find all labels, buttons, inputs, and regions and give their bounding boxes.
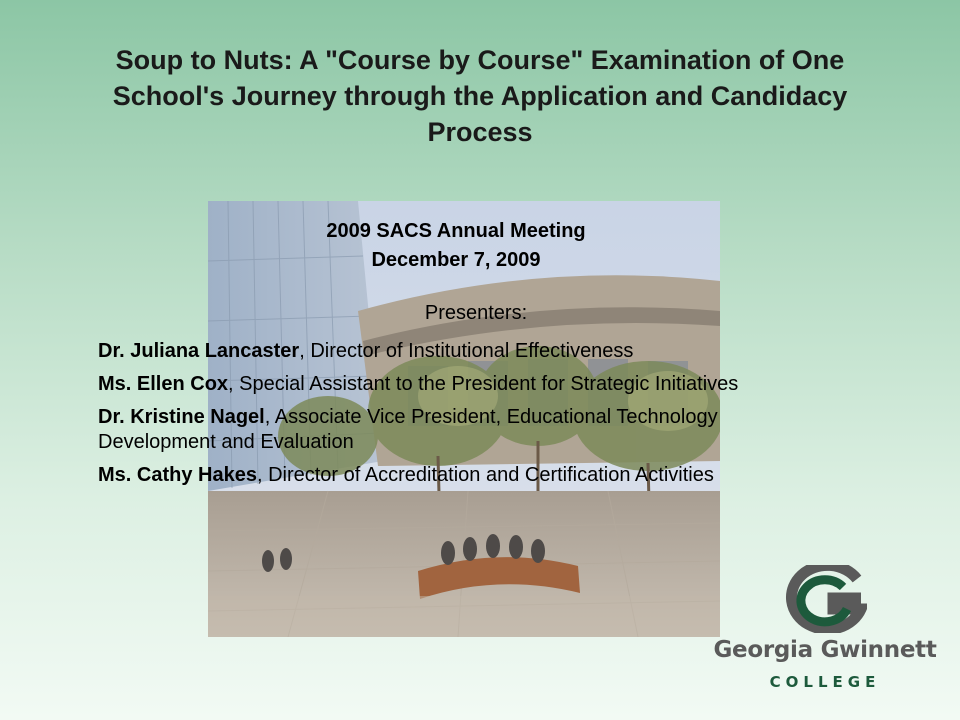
presenter-item [98, 339, 838, 364]
presenter-role: , Director of Accreditation and Certification Activities [256, 464, 714, 486]
gg-monogram-icon [781, 565, 867, 633]
presenters-heading: Presenters: [424, 302, 528, 324]
logo-sub: COLLEGE [769, 673, 881, 691]
slide-title: Soup to Nuts: A "Course by Course" Examination of One School's Journey through the Application and Candidacy Process [112, 45, 848, 147]
college-logo [700, 565, 950, 705]
meeting-date: December 7, 2009 [371, 249, 541, 271]
presenter-name: Dr. Juliana Lancaster [98, 340, 300, 362]
presenter-list [98, 339, 838, 496]
presenter-name: Ms. Cathy Hakes [98, 464, 257, 486]
meeting-title: 2009 SACS Annual Meeting [326, 220, 586, 242]
presenter-item [98, 405, 838, 455]
presenter-role: , Director of Institutional Effectiveness [299, 340, 634, 362]
logo-name: Georgia Gwinnett [713, 637, 937, 663]
presenter-item [98, 372, 838, 397]
presenter-name: Dr. Kristine Nagel [98, 406, 265, 428]
presenter-item [98, 463, 838, 488]
presenter-role: , Special Assistant to the President for Strategic Initiatives [228, 373, 739, 395]
presenter-name: Ms. Ellen Cox [98, 373, 229, 395]
presenter-role: , Associate Vice President, Educational Technology Development and Evaluation [98, 406, 718, 453]
